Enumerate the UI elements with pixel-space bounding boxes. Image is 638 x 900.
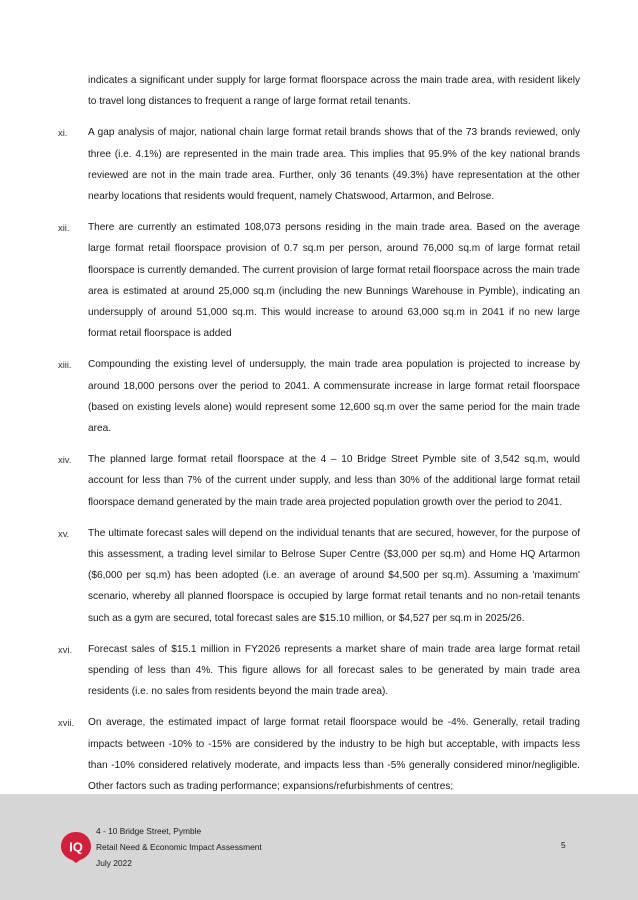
iq-logo-icon: [59, 830, 93, 864]
item-text: The planned large format retail floorspace at the 4 – 10 Bridge Street Pymble site of 3,542 sq.m, would account for less than 7% of the current under supply, and less than 30% of the additional large format retail floorspace demand generated by the main trade area projected population growth over the period to 2041.: [88, 454, 580, 508]
list-item: [58, 523, 580, 629]
list-item: [58, 354, 580, 439]
item-text: A gap analysis of major, national chain large format retail brands shows that of the 73 brands reviewed, only three (i.e. 4.1%) are represented in the main trade area. This implies that 95.9% of the key national brands reviewed are not in the main trade area. Further, only 36 tenants (49.3%) have representation at the other nearby locations that residents would frequent, namely Chatswood, Artarmon, and Belrose.: [88, 127, 580, 203]
footer-report-title: Retail Need & Economic Impact Assessment: [96, 842, 262, 852]
item-number: xiv.: [58, 454, 72, 466]
item-text: The ultimate forecast sales will depend on the individual tenants that are secured, however, for the purpose of this assessment, a trading level similar to Belrose Super Centre ($3,000 per sq.m) and Home HQ Artarmon ($6,000 per sq.m) has been adopted (i.e. an average of around $4,500 per sq.m). Assuming a 'maximum' scenario, whereby all planned floorspace is occupied by large format retail tenants and no non-retail tenants such as a gym are secured, total forecast sales are $15.10 million, or $4,527 per sq.m in 2025/26.: [88, 527, 580, 624]
item-number: xi.: [58, 127, 68, 139]
item-text: There are currently an estimated 108,073 persons residing in the main trade area. Based on the average large format retail floorspace provision of 0.7 sq.m per person, around 76,000 sq.m of large format retail floorspace is currently demanded. The current provision of large format retail floorspace across the main trade area is estimated at around 25,000 sq.m (including the new Bunnings Warehouse in Pymble), indicating an undersupply of around 51,000 sq.m. This would increase to around 63,000 sq.m in 2041 if no new large format retail floorspace is added: [88, 222, 580, 340]
item-number: xvii.: [58, 717, 75, 729]
item-number: xiii.: [58, 359, 72, 371]
footer-address: 4 - 10 Bridge Street, Pymble: [96, 826, 202, 836]
list-item: [58, 449, 580, 513]
item-number: xii.: [58, 222, 70, 234]
page-number: 5: [561, 840, 566, 850]
footer-date: July 2022: [96, 858, 132, 868]
list-item: [58, 217, 580, 344]
item-text: Forecast sales of $15.1 million in FY2026 represents a market share of main trade area large format retail spending of less than 4%. This figure allows for all forecast sales to be generated by main trade area residents (i.e. no sales from residents beyond the main trade area).: [88, 643, 580, 698]
list-item: [58, 712, 580, 797]
item-text: On average, the estimated impact of large format retail floorspace would be -4%. Generally, retail trading impacts between -10% to -15% are considered by the industry to be high but acceptable, with impacts less than -10% considered relatively moderate, and impacts less than -5% generally considered minor/negligible. Other factors such as trading performance; expansions/refurbishments of centres;: [88, 717, 580, 793]
list-item: [58, 122, 580, 207]
document-body: [0, 70, 638, 797]
lead-paragraph: indicates a significant under supply for large format floorspace across the main trade area, with resident likely to travel long distances to frequent a range of large format retail tenants.: [88, 75, 580, 108]
item-number: xv.: [58, 527, 70, 539]
item-text: Compounding the existing level of undersupply, the main trade area population is projected to increase by around 18,000 persons over the period to 2041. A commensurate increase in large format retail floorspace (based on existing levels alone) would represent some 12,600 sq.m over the same period for the main trade area.: [88, 359, 580, 435]
logo-text: IQ: [69, 839, 83, 855]
list-item: [58, 639, 580, 703]
item-number: xvi.: [58, 643, 73, 655]
footer-info: [96, 823, 262, 871]
